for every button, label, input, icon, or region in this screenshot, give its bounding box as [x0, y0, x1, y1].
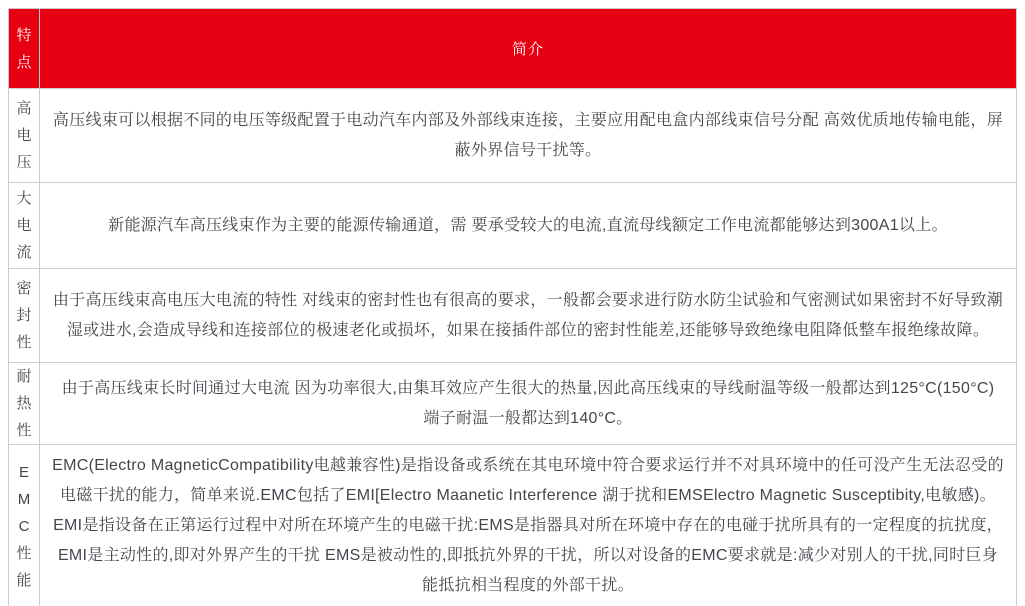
feature-label: 大电流 — [16, 190, 32, 261]
feature-description: EMC(Electro MagneticCompatibility电越兼容性)是指设备或系统在其电环境中符合要求运行并不对具环境中的任可没产生无法忍受的电磁干扰的能力，简单来说.EMC包括了EMI[Electro Maanetic Interference 湖于扰和EMSElectro Magnetic Susceptibity,电敏感)。EMI是指设备在正第运行过程中对所在环境产生的电磁干扰:EMS是指器具对所在环境中存在的电碰于扰所具有的一定程度的抗扰度，EMI是主动性的,即对外界产生的干扰 EMS是被动性的,即抵抗外界的干扰，所以对设备的EMC要求就是:减少对别人的干扰,同时巨身能抵抗相当程度的外部干扰。 — [40, 445, 1017, 606]
header-cell-feature — [9, 9, 40, 89]
features-table — [8, 8, 1017, 606]
feature-label-cell — [9, 445, 40, 606]
table-row-high-voltage — [9, 89, 1017, 183]
feature-label-cell — [9, 363, 40, 445]
feature-description: 新能源汽车高压线束作为主要的能源传输通道，需 要承受较大的电流,直流母线额定工作电流都能够达到300A1以上。 — [40, 183, 1017, 269]
feature-description: 由于高压线束高电压大电流的特性 对线束的密封性也有很高的要求，一般都会要求进行防水防尘试验和气密测试如果密封不好导致潮湿或进水,会造成导线和连接部位的极速老化或损坏，如果在接插件部位的密封性能差,还能够导致绝缘电阻降低整车报绝缘故障。 — [40, 269, 1017, 363]
feature-label-cell — [9, 89, 40, 183]
header-row — [9, 9, 1017, 89]
feature-description: 由于高压线束长时间通过大电流 因为功率很大,由集耳效应产生很大的热量,因此高压线束的导线耐温等级一般都达到125°C(150°C) 端子耐温一般都达到140°C。 — [40, 363, 1017, 445]
header-cell-intro — [40, 9, 1017, 89]
feature-label: 耐热性 — [16, 368, 32, 439]
feature-label: 高电压 — [16, 100, 32, 171]
table-row-heat-resistance — [9, 363, 1017, 445]
table-row-emc — [9, 445, 1017, 606]
table-row-high-current — [9, 183, 1017, 269]
feature-description: 高压线束可以根据不同的电压等级配置于电动汽车内部及外部线束连接，主要应用配电盒内部线束信号分配 高效优质地传输电能，屏蔽外界信号干扰等。 — [40, 89, 1017, 183]
feature-label: 密封性 — [16, 280, 32, 351]
feature-label: EMC性能 — [16, 463, 32, 589]
header-intro-label: 简介 — [511, 41, 544, 58]
feature-label-cell — [9, 269, 40, 363]
table-row-sealing — [9, 269, 1017, 363]
feature-label-cell — [9, 183, 40, 269]
header-feature-label: 特点 — [16, 26, 32, 71]
